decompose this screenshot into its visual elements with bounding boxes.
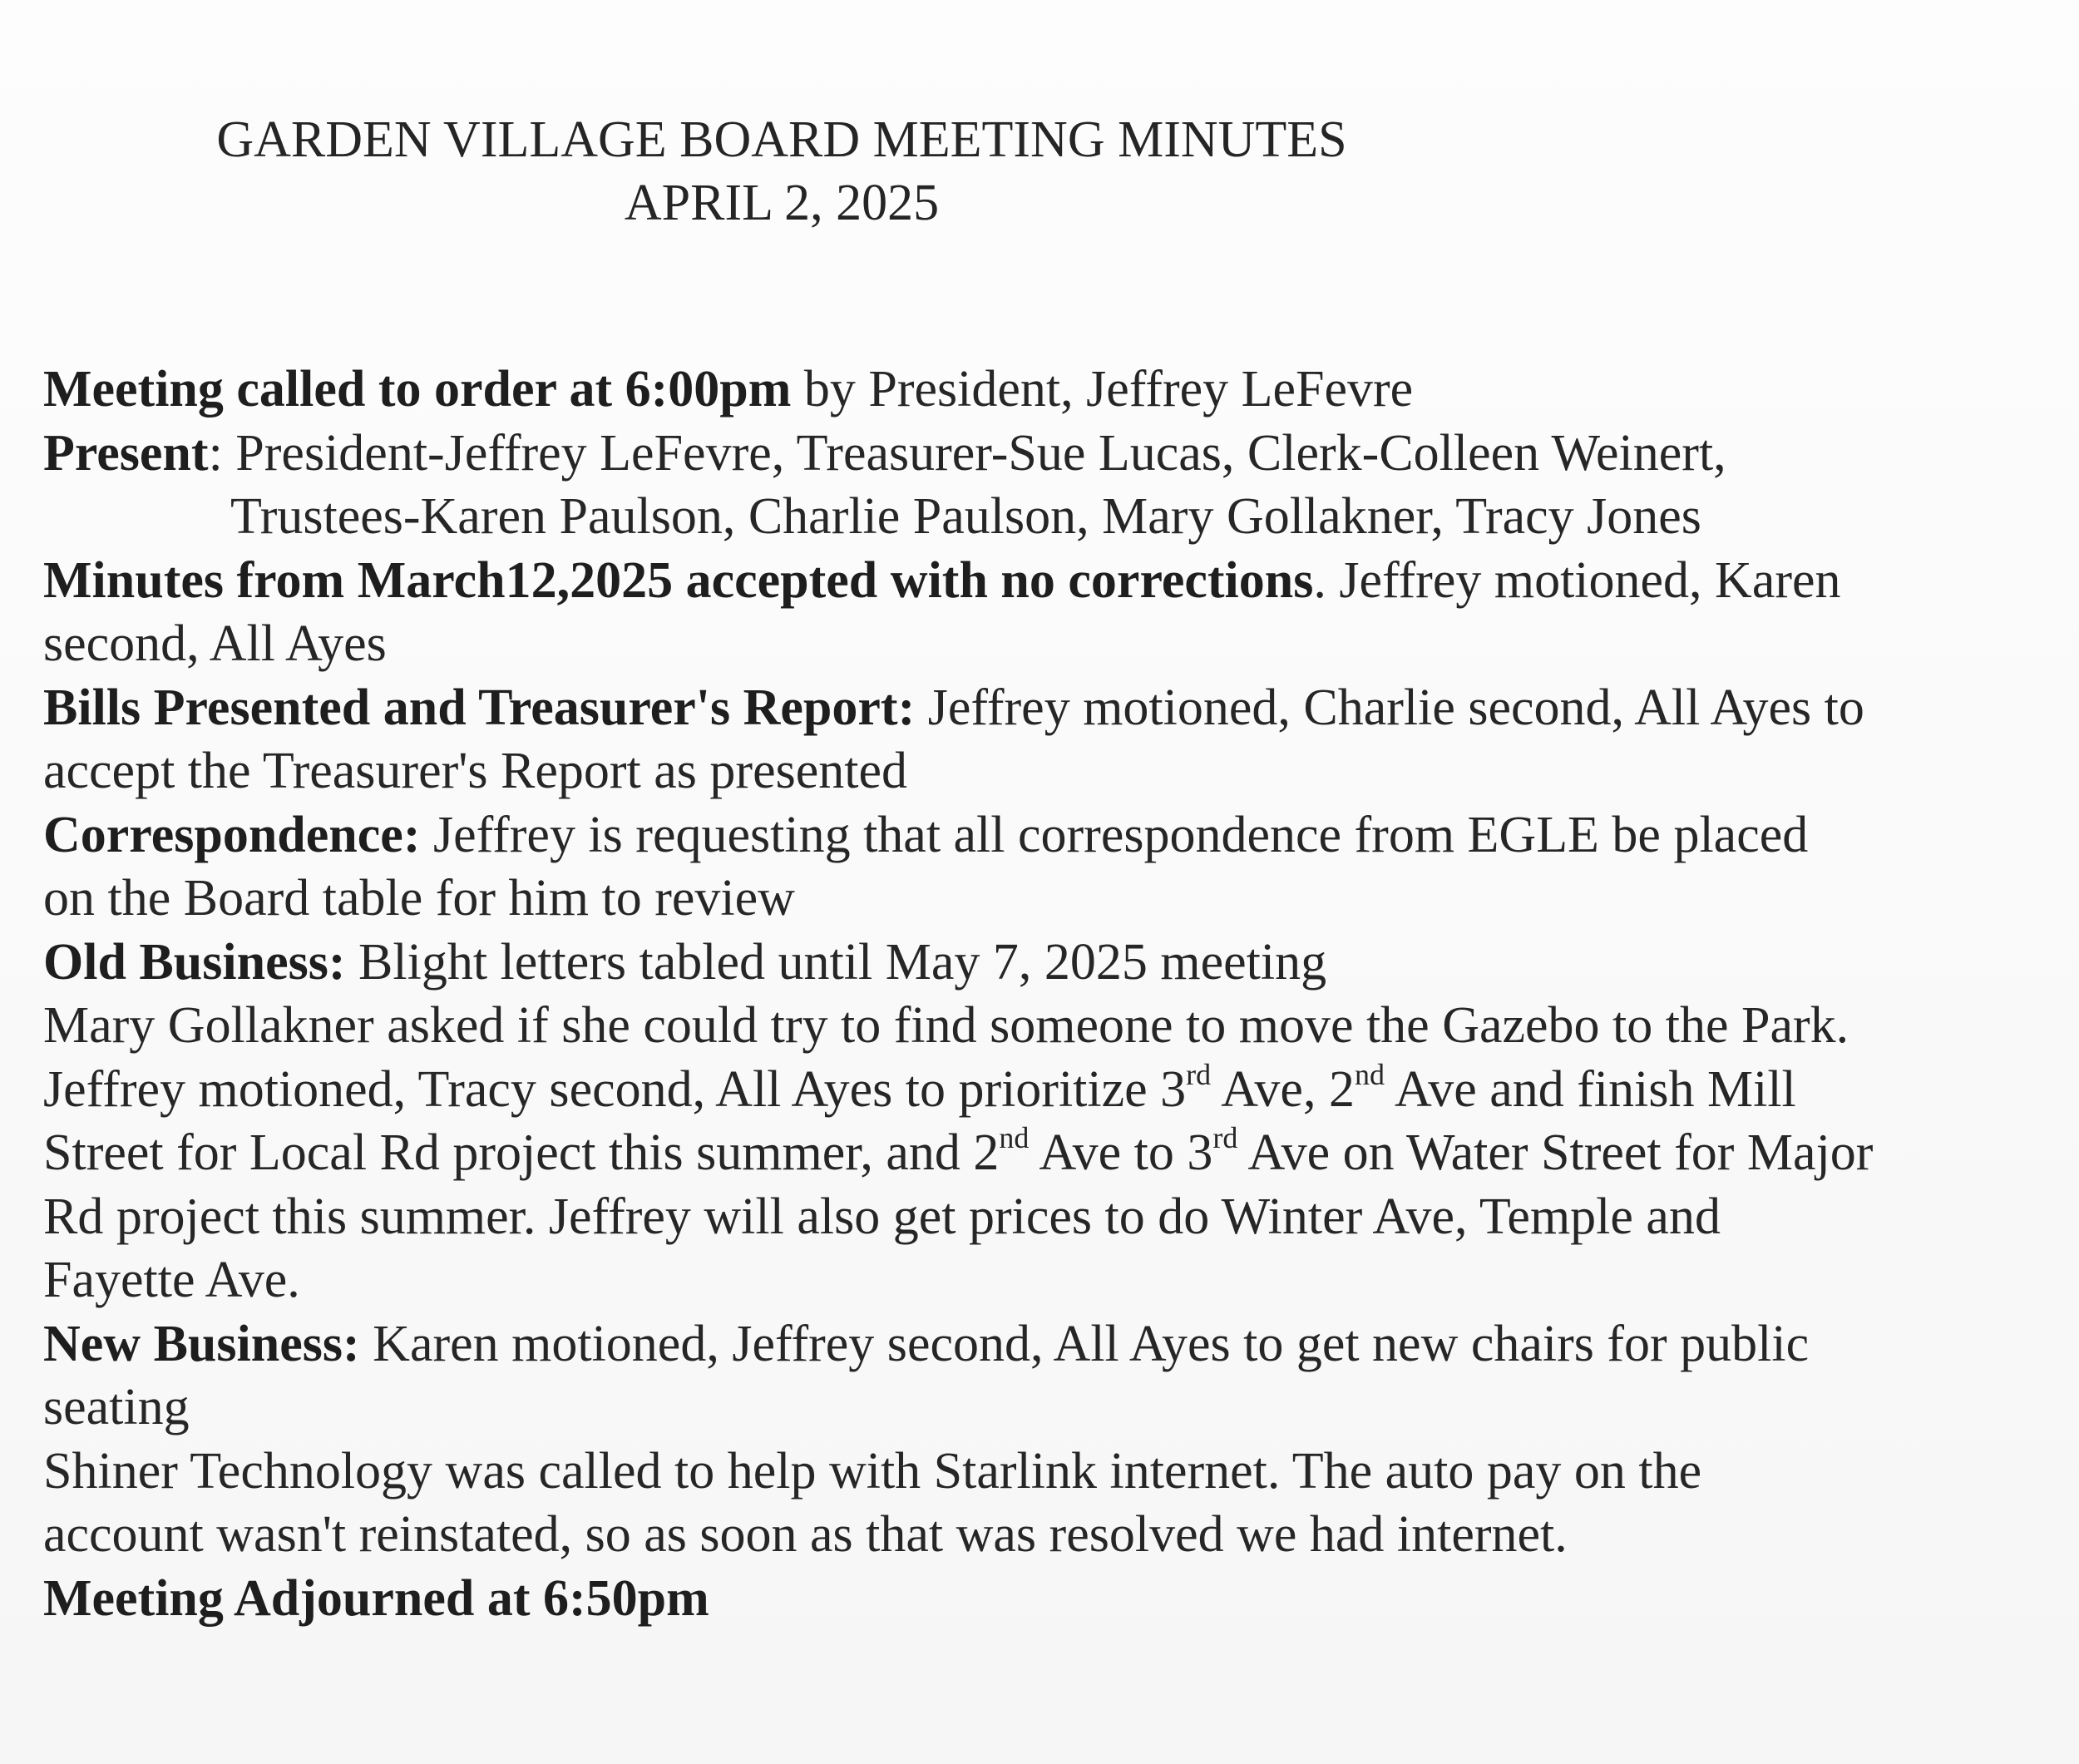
prior-minutes-text: . Jeffrey motioned, Karen [1313,551,1841,609]
document-header [0,108,2079,235]
meeting-date: APRIL 2, 2025 [624,175,940,231]
present-trustees: Trustees-Karen Paulson, Charlie Paulson, Mary Gollakner, Tracy Jones [230,488,1701,545]
present-officers: : President-Jeffrey LeFevre, Treasurer-Sue Lucas, Clerk-Colleen Weinert, [208,424,1726,482]
roads-line-4: Fayette Ave. [43,1252,300,1308]
correspondence-text: Jeffrey is requesting that all correspondence from EGLE be placed [420,806,1809,863]
roads-text: Jeffrey motioned, Tracy second, All Ayes to prioritize 3 [43,1060,1187,1118]
old-business-label: Old Business: [43,933,346,991]
ordinal-suffix: rd [1186,1057,1212,1091]
roads-text: Ave on Water Street for Major [1237,1124,1874,1181]
prior-minutes-label: Minutes from March12,2025 accepted with no corrections [43,551,1314,609]
present-label: Present [43,424,209,482]
call-to-order-text: by President, Jeffrey LeFevre [791,361,1414,418]
call-to-order-line [43,358,2031,422]
roads-text: Ave and finish Mill [1384,1060,1796,1118]
prior-minutes-line [43,549,2031,613]
correspondence-label: Correspondence: [43,806,421,863]
new-business-line [43,1312,2031,1376]
present-line [43,422,2031,486]
call-to-order-label: Meeting called to order at 6:00pm [43,361,792,418]
minutes-body [43,358,2031,1630]
starlink-line-2: account wasn't reinstated, so as soon as that was resolved we had internet. [43,1506,1568,1563]
old-business-line [43,931,2031,995]
roads-text: Street for Local Rd project this summer, and 2 [43,1124,1000,1181]
old-business-text: Blight letters tabled until May 7, 2025 meeting [345,933,1327,991]
bills-line [43,676,2031,740]
correspondence-continued: on the Board table for him to review [43,870,795,926]
starlink-line-1: Shiner Technology was called to help with Starlink internet. The auto pay on the [43,1442,1702,1500]
roads-line-3: Rd project this summer. Jeffrey will also get prices to do Winter Ave, Temple and [43,1188,1721,1245]
bills-text: Jeffrey motioned, Charlie second, All Ayes to [915,679,1864,736]
adjourned-line [43,1567,2031,1631]
correspondence-line [43,803,2031,867]
new-business-label: New Business: [43,1315,360,1372]
new-business-continued: seating [43,1379,190,1435]
adjourned-label: Meeting Adjourned at 6:50pm [43,1569,709,1627]
ordinal-suffix: nd [1354,1057,1385,1091]
gazebo-line: Mary Gollakner asked if she could try to find someone to move the Gazebo to the Park. [43,997,1849,1054]
ordinal-suffix: rd [1212,1121,1238,1154]
new-business-text: Karen motioned, Jeffrey second, All Ayes to get new chairs for public [359,1315,1810,1372]
bills-label: Bills Presented and Treasurer's Report: [43,679,916,736]
roads-text: Ave to 3 [1029,1124,1213,1181]
roads-line-2 [43,1121,2031,1185]
prior-minutes-continued: second, All Ayes [43,615,387,672]
bills-continued: accept the Treasurer's Report as presented [43,743,907,799]
roads-line-1 [43,1058,2031,1122]
document-title: GARDEN VILLAGE BOARD MEETING MINUTES [216,111,1347,168]
ordinal-suffix: nd [999,1121,1030,1154]
roads-text: Ave, 2 [1211,1060,1355,1118]
